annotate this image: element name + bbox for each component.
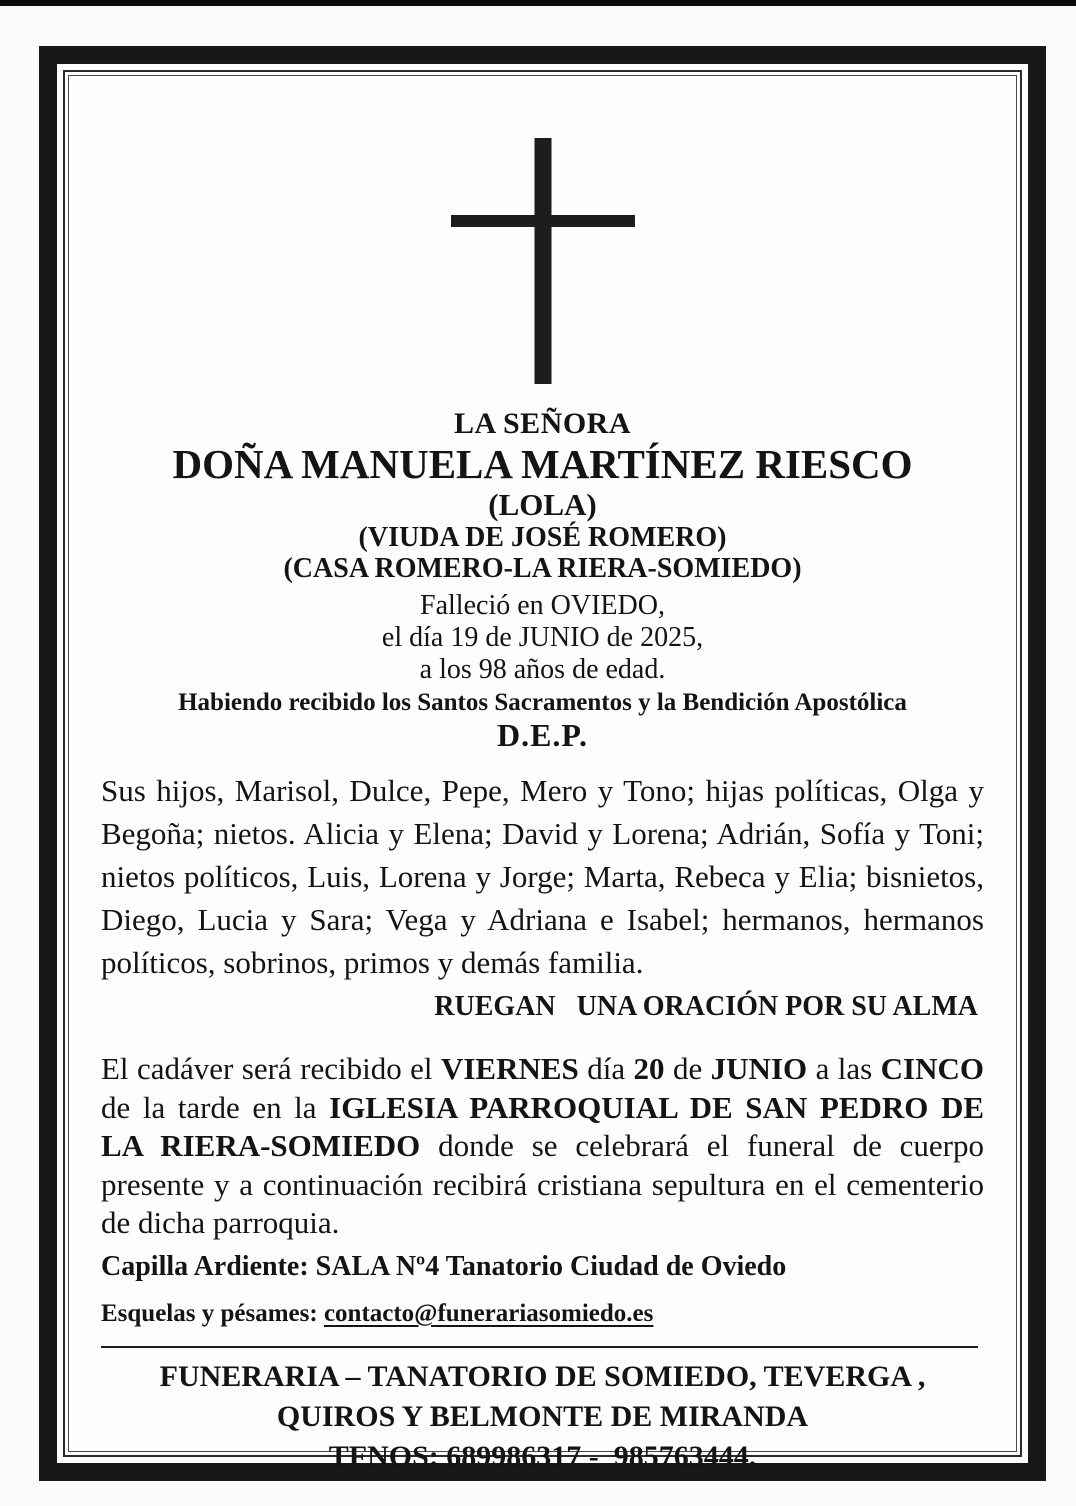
house-line: (CASA ROMERO-LA RIERA-SOMIEDO) xyxy=(283,553,802,584)
funeral-segment: donde se celebrará el funeral de cuerpo presente y a continuación recibirá cristiana sepultura en el cementerio de dicha parroquia. xyxy=(101,1128,985,1240)
latin-cross-icon xyxy=(451,138,635,384)
funeral-segment: día xyxy=(578,1051,634,1086)
outer-frame-border xyxy=(39,46,1046,1481)
funeral-segment-bold: JUNIO xyxy=(710,1051,808,1086)
chapel-label: Capilla Ardiente: xyxy=(101,1250,309,1282)
funeral-home-line2: QUIROS Y BELMONTE DE MIRANDA xyxy=(276,1399,809,1433)
funeral-segment-bold: CINCO xyxy=(880,1051,984,1086)
funeral-home-phones: TFNOS: 689986317 - 985763444. xyxy=(328,1439,757,1473)
funeral-home-footer xyxy=(101,1357,984,1477)
dep-line: D.E.P. xyxy=(496,717,589,753)
chapel-value: SALA Nº4 Tanatorio Ciudad de Oviedo xyxy=(308,1250,787,1282)
funeral-segment-bold: IGLESIA PARROQUIAL DE SAN PEDRO DE LA RIERA-SOMIEDO xyxy=(101,1089,985,1163)
funeral-home-line1: FUNERARIA – TANATORIO DE SOMIEDO, TEVERGA , xyxy=(159,1359,926,1393)
funeral-segment: El cadáver será recibido el xyxy=(101,1051,441,1086)
cross-horizontal-bar xyxy=(451,215,635,227)
death-age-line: a los 98 años de edad. xyxy=(419,654,666,685)
title-prefix: LA SEÑORA xyxy=(453,407,632,440)
funeral-segment: de la tarde en la xyxy=(101,1089,330,1125)
deceased-name: DOÑA MANUELA MARTÍNEZ RIESCO xyxy=(172,441,913,487)
scan-edge-strip xyxy=(0,0,1076,6)
death-place-line: Falleció en OVIEDO, xyxy=(420,590,665,621)
funeral-segment: a las xyxy=(807,1051,881,1086)
condolences-label: Esquelas y pésames: xyxy=(101,1299,318,1327)
condolences-line xyxy=(101,1299,984,1329)
funeral-segment-bold: VIERNES xyxy=(440,1051,579,1086)
inner-frame-line-thin xyxy=(68,75,1017,1473)
death-details xyxy=(101,590,984,686)
footer-divider xyxy=(101,1346,978,1348)
condolences-email: contacto@funerariasomiedo.es xyxy=(323,1299,654,1327)
cross-vertical-bar xyxy=(534,138,551,384)
inner-frame-line-thick xyxy=(63,70,1022,1473)
widow-of-line: (VIUDA DE JOSÉ ROMERO) xyxy=(358,522,727,553)
death-date-line: el día 19 de JUNIO de 2025, xyxy=(381,622,704,653)
card-content xyxy=(69,76,1016,1473)
funeral-segment-bold: 20 xyxy=(633,1051,665,1086)
sacraments-line: Habiendo recibido los Santos Sacramentos y la Bendición Apostólica xyxy=(178,689,907,716)
funeral-segment: de xyxy=(664,1051,711,1086)
deceased-nickname: (LOLA) xyxy=(488,487,597,522)
chapel-line xyxy=(101,1250,984,1283)
prayer-request-line: RUEGAN UNA ORACIÓN POR SU ALMA xyxy=(434,991,978,1022)
family-paragraph: Sus hijos, Marisol, Dulce, Pepe, Mero y Tono; hijas políticas, Olga y Begoña; nietos. Alicia y Elena; David y Lorena; Adrián, Sofía y Toni; nietos políticos, Luis, Lorena y Jorge; Marta, Rebeca y Elia; bisnietos, Diego, Lucia y Sara; Vega y Adriana e Isabel; hermanos, hermanos políticos, sobrinos, primos y demás familia. xyxy=(101,773,984,980)
funeral-paragraph xyxy=(101,1050,984,1243)
